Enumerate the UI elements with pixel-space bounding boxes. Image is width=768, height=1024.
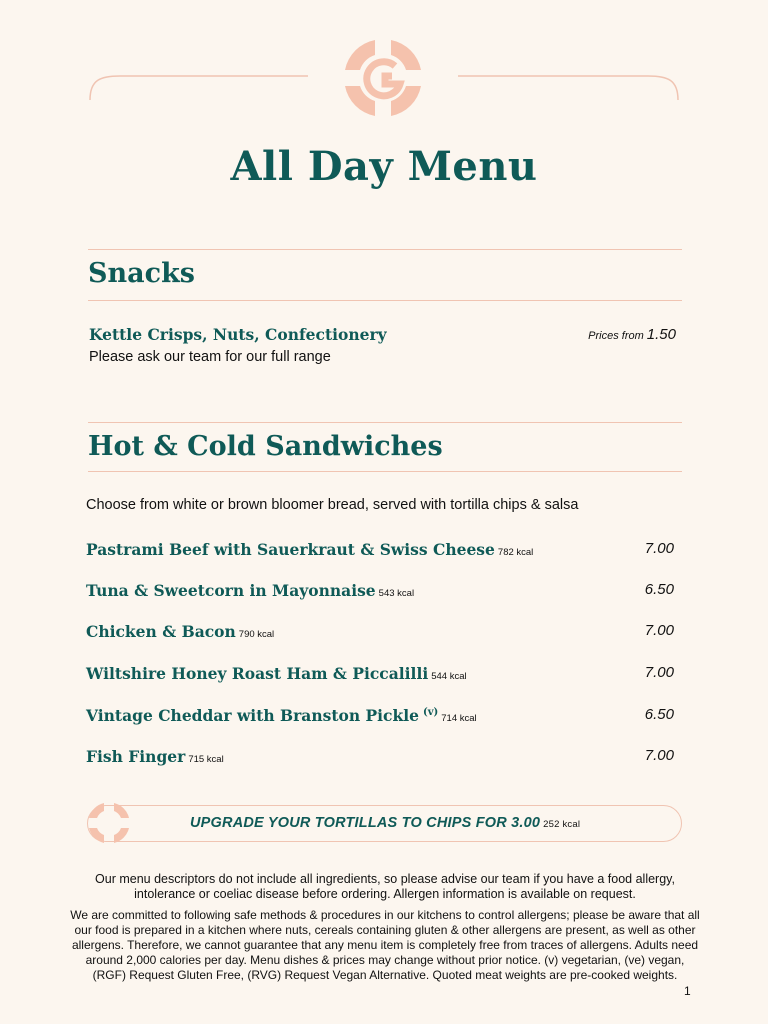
upgrade-label: UPGRADE YOUR TORTILLAS TO CHIPS FOR 3.00 <box>190 815 541 831</box>
section-title-snacks: Snacks <box>88 258 195 289</box>
snack-item-name: Kettle Crisps, Nuts, Confectionery <box>89 325 387 344</box>
divider <box>88 422 682 423</box>
menu-item <box>86 664 467 683</box>
menu-item-kcal: 543 kcal <box>378 588 415 599</box>
prices-from-value: 1.50 <box>646 326 676 343</box>
divider <box>88 249 682 250</box>
allergy-notice: Our menu descriptors do not include all ingredients, so please advise our team if you have a food allergy, intolerance or coeliac disease before ordering. Allergen information is available on request. <box>95 872 675 901</box>
g-logo-icon <box>335 38 431 118</box>
sandwiches-intro: Choose from white or brown bloomer bread, served with tortilla chips & salsa <box>86 497 579 513</box>
prices-from-label: Prices from <box>588 330 644 342</box>
menu-item-kcal: 715 kcal <box>188 754 224 765</box>
menu-item-name: Chicken & Bacon <box>86 622 236 641</box>
upgrade-kcal: 252 kcal <box>543 819 581 830</box>
menu-item <box>86 622 274 641</box>
section-title-sandwiches: Hot & Cold Sandwiches <box>88 431 443 462</box>
menu-item-price: 7.00 <box>644 540 674 557</box>
prices-from <box>588 326 676 343</box>
menu-item-kcal: 714 kcal <box>441 713 477 724</box>
divider <box>88 471 682 472</box>
menu-item-price: 7.00 <box>644 747 674 764</box>
menu-item-name: Fish Finger <box>86 747 186 766</box>
menu-item-price: 6.50 <box>644 706 674 723</box>
menu-item-price: 6.50 <box>644 581 674 598</box>
menu-item <box>86 581 414 600</box>
menu-item-kcal: 544 kcal <box>431 671 467 682</box>
page-number: 1 <box>684 984 691 998</box>
menu-item-kcal: 790 kcal <box>238 629 275 640</box>
menu-item <box>86 747 224 766</box>
menu-item-name: Pastrami Beef with Sauerkraut & Swiss Cheese <box>86 540 495 559</box>
ring-icon <box>84 800 134 846</box>
allergen-policy: We are committed to following safe methods & procedures in our kitchens to control allergens; please be aware that all our food is prepared in a kitchen where nuts, cereals containing gluten & other allergens are present, as well as other allergens. Therefore, we cannot guarantee that any menu item is completely free from traces of allergens. Adults need around 2,000 calories per day. Menu dishes & prices may change without prior notice. (v) vegetarian, (ve) vegan, (RGF) Request Gluten Free, (RVG) Request Vegan Alternative. Quoted meat weights are pre-cooked weights. <box>70 908 700 982</box>
menu-item-name: Tuna & Sweetcorn in Mayonnaise <box>86 581 376 600</box>
menu-item-name: Vintage Cheddar with Branston Pickle <box>86 706 419 725</box>
divider <box>88 300 682 301</box>
page-title: All Day Menu <box>230 143 538 190</box>
menu-item-price: 7.00 <box>644 664 674 681</box>
upgrade-text <box>190 815 580 831</box>
menu-item-kcal: 782 kcal <box>497 547 534 558</box>
menu-item-price: 7.00 <box>644 622 674 639</box>
menu-item-diet-tag: (v) <box>422 706 439 718</box>
menu-item <box>86 540 533 559</box>
menu-item <box>86 706 477 725</box>
snack-note: Please ask our team for our full range <box>89 349 331 365</box>
menu-item-name: Wiltshire Honey Roast Ham & Piccalilli <box>86 664 429 683</box>
